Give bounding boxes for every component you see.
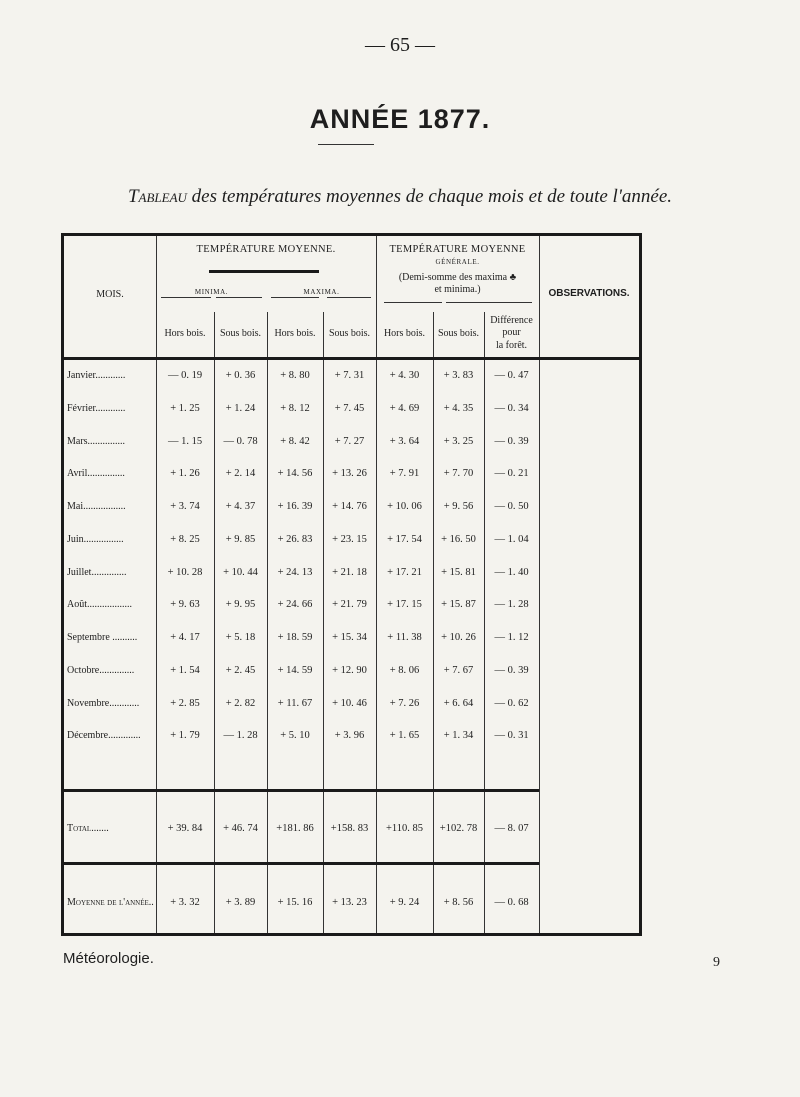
table-cell: + 7. 70 <box>443 468 474 479</box>
table-cell: + 6. 64 <box>443 698 474 709</box>
table-cell: + 2. 14 <box>225 468 256 479</box>
table-cell: + 8. 12 <box>280 403 310 414</box>
table-cell: + 10. 46 <box>332 698 367 709</box>
row-label: Novembre............ <box>67 698 140 709</box>
row-label: Septembre .......... <box>67 632 138 643</box>
table-cell: + 14. 56 <box>277 468 313 479</box>
caption-prefix: Tableau <box>127 186 187 207</box>
group-rule <box>384 302 442 303</box>
year-title: ANNÉE 1877. <box>309 104 491 134</box>
table-cell: + 15. 87 <box>441 599 476 610</box>
table-cell: +181. 86 <box>276 823 314 834</box>
group-rule <box>216 297 262 298</box>
general-header-line3: (Demi-somme des maxima ♣ <box>398 272 517 283</box>
table-cell: + 11. 67 <box>277 698 313 709</box>
table-cell: + 10. 28 <box>167 567 203 578</box>
general-header-line4: et minima.) <box>434 284 481 295</box>
table-cell: +110. 85 <box>385 823 424 834</box>
col-header-difference-l3: la forêt. <box>495 340 528 351</box>
table-cell: — 1. 15 <box>167 436 203 447</box>
group-rule <box>327 297 371 298</box>
col-header-hors-bois-gen: Hors bois. <box>383 328 426 339</box>
table-cell: + 15. 34 <box>332 632 367 643</box>
table-cell: — 0. 31 <box>494 730 529 741</box>
table-cell: + 0. 36 <box>225 370 256 381</box>
table-cell: + 46. 74 <box>223 823 258 834</box>
table-cell: + 7. 27 <box>334 436 365 447</box>
col-header-sous-bois-min: Sous bois. <box>219 328 262 339</box>
table-cell: + 9. 95 <box>225 599 256 610</box>
group-rule <box>446 302 532 303</box>
caption-rest: des températures moyennes de chaque mois et de toute l'année. <box>186 186 673 207</box>
table-cell: + 8. 06 <box>389 665 420 676</box>
table-cell: +102. 78 <box>439 823 478 834</box>
table-cell: + 1. 65 <box>389 730 420 741</box>
table-cell: + 14. 76 <box>332 501 367 512</box>
row-label: Mars............... <box>67 436 126 447</box>
table-cell: — 1. 40 <box>494 567 529 578</box>
table-cell: + 24. 66 <box>277 599 313 610</box>
table-cell: + 9. 63 <box>170 599 200 610</box>
table-cell: + 16. 39 <box>277 501 313 512</box>
table-cell: — 8. 07 <box>494 823 529 834</box>
table-cell: + 2. 85 <box>170 698 200 709</box>
table-cell: + 5. 18 <box>225 632 256 643</box>
table-cell: + 3. 74 <box>170 501 200 512</box>
table-cell: — 1. 04 <box>494 534 529 545</box>
table-cell: + 4. 37 <box>225 501 256 512</box>
row-label: Décembre............. <box>67 730 141 741</box>
title-rule <box>318 144 374 145</box>
table-cell: + 4. 30 <box>389 370 420 381</box>
table-cell: — 0. 19 <box>167 370 203 381</box>
row-label: Moyenne de l'année.. <box>67 897 154 908</box>
temp-mean-header: TEMPÉRATURE MOYENNE. <box>196 244 336 255</box>
table-cell: — 1. 28 <box>494 599 529 610</box>
table-cell: + 16. 50 <box>441 534 476 545</box>
table-cell: + 13. 26 <box>332 468 367 479</box>
table-cell: + 7. 31 <box>334 370 365 381</box>
group-rule <box>209 270 319 273</box>
table-cell: + 10. 44 <box>223 567 258 578</box>
general-header-line1: TEMPÉRATURE MOYENNE <box>389 244 526 255</box>
row-label: Octobre.............. <box>67 665 135 676</box>
table-cell: + 21. 18 <box>332 567 367 578</box>
minima-header: MINIMA. <box>194 288 229 296</box>
table-cell: + 3. 32 <box>170 897 200 908</box>
table-cell: + 7. 26 <box>389 698 420 709</box>
table-cell: + 15. 81 <box>441 567 476 578</box>
col-header-hors-bois-max: Hors bois. <box>274 328 316 339</box>
table-cell: — 0. 21 <box>494 468 529 479</box>
table-cell: — 0. 78 <box>223 436 258 447</box>
table-cell: + 1. 24 <box>225 403 256 414</box>
table-cell: — 0. 68 <box>494 897 529 908</box>
table-cell: + 11. 38 <box>387 632 422 643</box>
table-cell: + 7. 67 <box>443 665 474 676</box>
table-cell: + 1. 26 <box>170 468 200 479</box>
table-cell: +158. 83 <box>330 823 369 834</box>
table-cell: + 4. 17 <box>170 632 200 643</box>
footer-section: Météorologie. <box>63 950 154 967</box>
table-cell: + 9. 85 <box>225 534 256 545</box>
row-label: Janvier............ <box>67 370 126 381</box>
row-label: Juin................ <box>67 534 124 545</box>
table-cell: + 15. 16 <box>277 897 313 908</box>
group-rule <box>161 297 211 298</box>
observations-header: OBSERVATIONS. <box>548 288 630 299</box>
table-cell: + 4. 35 <box>443 403 474 414</box>
table-cell: + 3. 89 <box>225 897 256 908</box>
row-label: Total....... <box>67 823 109 834</box>
table-cell: — 0. 62 <box>494 698 529 709</box>
table-cell: + 3. 25 <box>443 436 474 447</box>
col-header-sous-bois-gen: Sous bois. <box>437 328 480 339</box>
col-header-hors-bois-min: Hors bois. <box>164 328 206 339</box>
month-header: MOIS. <box>96 289 124 300</box>
group-rule <box>271 297 319 298</box>
table-cell: + 10. 26 <box>441 632 476 643</box>
table-cell: + 2. 45 <box>225 665 256 676</box>
table-caption <box>0 186 800 208</box>
table-cell: + 7. 91 <box>389 468 420 479</box>
row-label: Février............ <box>67 403 126 414</box>
table-cell: + 10. 06 <box>387 501 422 512</box>
table-cell: — 1. 28 <box>223 730 258 741</box>
table-cell: + 17. 54 <box>387 534 422 545</box>
table-cell: + 23. 15 <box>332 534 367 545</box>
table-cell: — 0. 39 <box>494 436 529 447</box>
table-cell: — 0. 50 <box>494 501 529 512</box>
row-label: Août.................. <box>67 599 132 610</box>
header-rule <box>64 357 639 360</box>
table-cell: + 17. 21 <box>387 567 422 578</box>
table-cell: — 0. 39 <box>494 665 529 676</box>
table-cell: + 18. 59 <box>277 632 313 643</box>
table-cell: + 17. 15 <box>387 599 422 610</box>
general-header-line2: GÉNÉRALE. <box>435 258 480 266</box>
row-label: Avril............... <box>67 468 125 479</box>
col-header-difference-l2: pour <box>502 327 521 338</box>
table-cell: + 1. 54 <box>170 665 200 676</box>
row-label: Juillet.............. <box>67 567 127 578</box>
col-divider <box>539 236 540 933</box>
table-cell: + 26. 83 <box>277 534 313 545</box>
table-cell: + 8. 25 <box>170 534 200 545</box>
table-cell: + 14. 59 <box>277 665 313 676</box>
table-cell: + 13. 23 <box>332 897 367 908</box>
table-cell: — 0. 47 <box>494 370 529 381</box>
table-cell: + 8. 80 <box>280 370 310 381</box>
table-cell: + 3. 96 <box>334 730 365 741</box>
table-cell: + 1. 25 <box>170 403 200 414</box>
table-cell: + 8. 56 <box>443 897 474 908</box>
table-cell: — 0. 34 <box>494 403 529 414</box>
row-label: Mai................. <box>67 501 126 512</box>
table-cell: + 21. 79 <box>332 599 367 610</box>
table-cell: — 1. 12 <box>494 632 529 643</box>
table-cell: + 39. 84 <box>167 823 203 834</box>
table-cell: + 8. 42 <box>280 436 310 447</box>
total-rule <box>64 789 539 792</box>
table-cell: + 1. 34 <box>443 730 474 741</box>
table-cell: + 9. 24 <box>389 897 420 908</box>
table-cell: + 12. 90 <box>332 665 367 676</box>
table-cell: + 9. 56 <box>443 501 474 512</box>
footer-page-number: 9 <box>713 955 720 970</box>
page-number: — 65 — <box>365 34 435 56</box>
table-cell: + 2. 82 <box>225 698 256 709</box>
table-cell: + 4. 69 <box>389 403 420 414</box>
table-cell: + 3. 83 <box>443 370 474 381</box>
table-cell: + 7. 45 <box>334 403 365 414</box>
table-cell: + 5. 10 <box>280 730 310 741</box>
table-cell: + 24. 13 <box>277 567 313 578</box>
temperature-table <box>61 233 642 936</box>
col-header-difference-l1: Différence <box>490 315 533 326</box>
average-rule <box>64 862 539 865</box>
col-header-sous-bois-max: Sous bois. <box>328 328 371 339</box>
table-cell: + 1. 79 <box>170 730 200 741</box>
table-cell: + 3. 64 <box>389 436 420 447</box>
maxima-header: MAXIMA. <box>303 288 340 296</box>
